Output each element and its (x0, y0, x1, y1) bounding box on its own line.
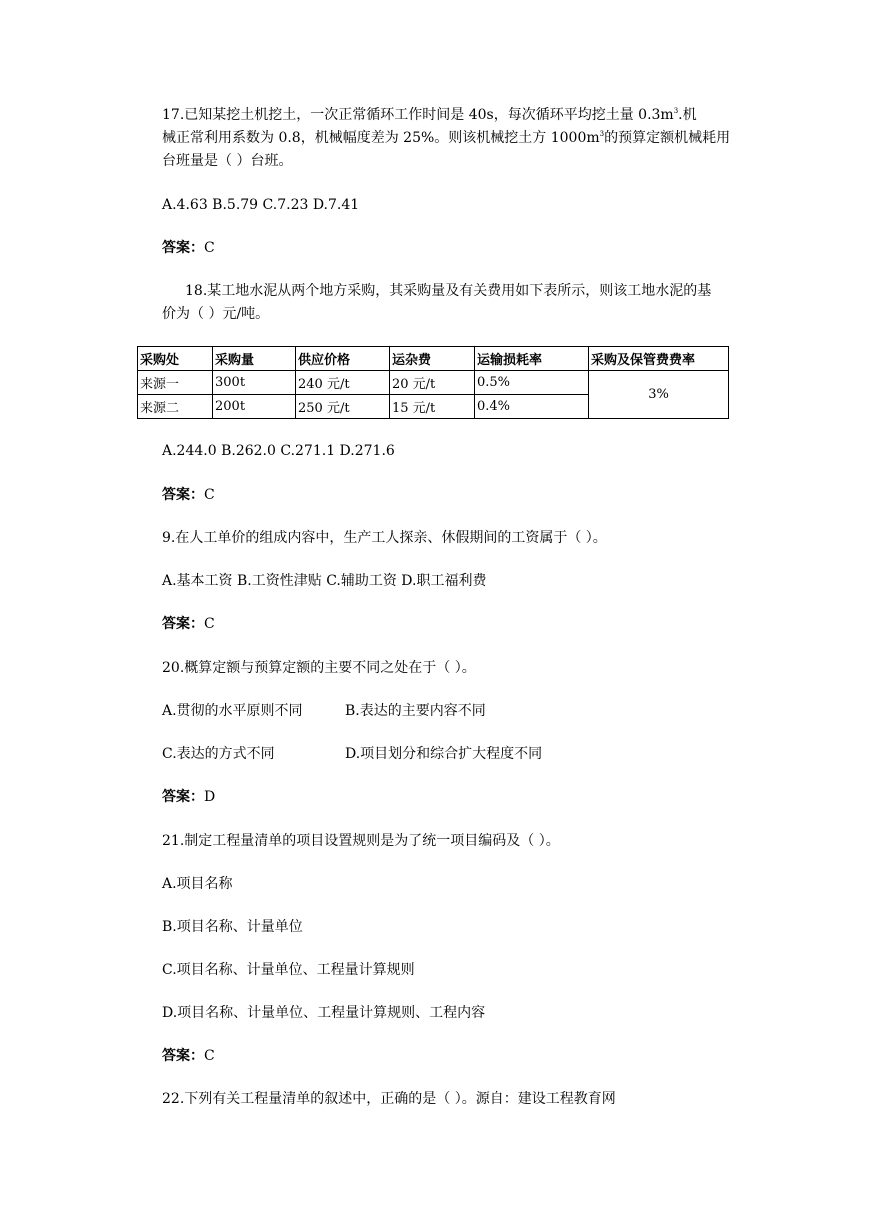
table-header-cell: 运输损耗率 (475, 347, 589, 371)
q18-answer: 答案：C (162, 487, 215, 503)
q20-option-c: C.表达的方式不同 (162, 746, 275, 762)
q21-option-c: C.项目名称、计量单位、工程量计算规则 (162, 962, 415, 978)
q18-stem-line1: 18.某工地水泥从两个地方采购，其采购量及有关费用如下表所示，则该工地水泥的基 (185, 283, 712, 299)
table-cell: 20 元/t (390, 371, 475, 395)
q20-option-b: B.表达的主要内容不同 (345, 703, 486, 719)
q20-answer: 答案：D (162, 789, 216, 805)
table-cell: 240 元/t (296, 371, 390, 395)
table-row (138, 371, 729, 395)
table-cell: 200t (213, 395, 296, 419)
q20-option-a: A.贯彻的水平原则不同 (162, 703, 303, 719)
table-cell: 0.4% (475, 395, 589, 419)
q20-stem: 20.概算定额与预算定额的主要不同之处在于（ ）。 (162, 660, 476, 676)
q20-option-d: D.项目划分和综合扩大程度不同 (345, 746, 543, 762)
q18-stem-line2: 价为（ ）元/吨。 (162, 306, 270, 322)
table-header-cell: 采购处 (138, 347, 213, 371)
q17-stem-line3: 台班量是（ ）台班。 (162, 153, 293, 169)
q17-stem-line2: 械正常利用系数为 0.8，机械幅度差为 25%。则该机械挖土方 $1000m^3$的预算定额机械耗用 (162, 130, 731, 146)
table-cell: 来源一 (138, 371, 213, 395)
table-header-cell: 运杂费 (390, 347, 475, 371)
table-header-row (138, 347, 729, 371)
table-header-cell: 采购及保管费费率 (589, 347, 729, 371)
q21-option-b: B.项目名称、计量单位 (162, 919, 303, 935)
purchase-table (137, 346, 729, 419)
table-cell: 300t (213, 371, 296, 395)
table-header-cell: 采购量 (213, 347, 296, 371)
q22-stem: 22.下列有关工程量清单的叙述中，正确的是（ ）。源自：建设工程教育网 (162, 1091, 616, 1107)
q19-options: A.基本工资 B.工资性津贴 C.辅助工资 D.职工福利费 (162, 573, 487, 589)
q20-option-row1 (162, 700, 737, 723)
table-cell: 来源二 (138, 395, 213, 419)
table-cell: 250 元/t (296, 395, 390, 419)
q21-stem: 21.制定工程量清单的项目设置规则是为了统一项目编码及（ ）。 (162, 833, 560, 849)
q21-option-d: D.项目名称、计量单位、工程量计算规则、工程内容 (162, 1005, 486, 1021)
table-cell: 15 元/t (390, 395, 475, 419)
q19-stem: 9.在人工单价的组成内容中，生产工人探亲、休假期间的工资属于（ ）。 (162, 530, 607, 546)
table-cell: 0.5% (475, 371, 589, 395)
q17-options: A.4.63 B.5.79 C.7.23 D.7.41 (162, 197, 360, 213)
table-header-cell: 供应价格 (296, 347, 390, 371)
q18-options: A.244.0 B.262.0 C.271.1 D.271.6 (162, 443, 395, 459)
q17-stem-line1: 17.已知某挖土机挖土，一次正常循环工作时间是 40s，每次循环平均挖土量 $0.3m^3$.机 (162, 107, 697, 123)
q20-option-row2 (162, 743, 737, 766)
q17-answer: 答案：C (162, 240, 215, 256)
q19-answer: 答案：C (162, 616, 215, 632)
table-cell-merged-rate: 3% (589, 371, 729, 419)
q21-option-a: A.项目名称 (162, 876, 233, 892)
q21-answer: 答案：C (162, 1048, 215, 1064)
